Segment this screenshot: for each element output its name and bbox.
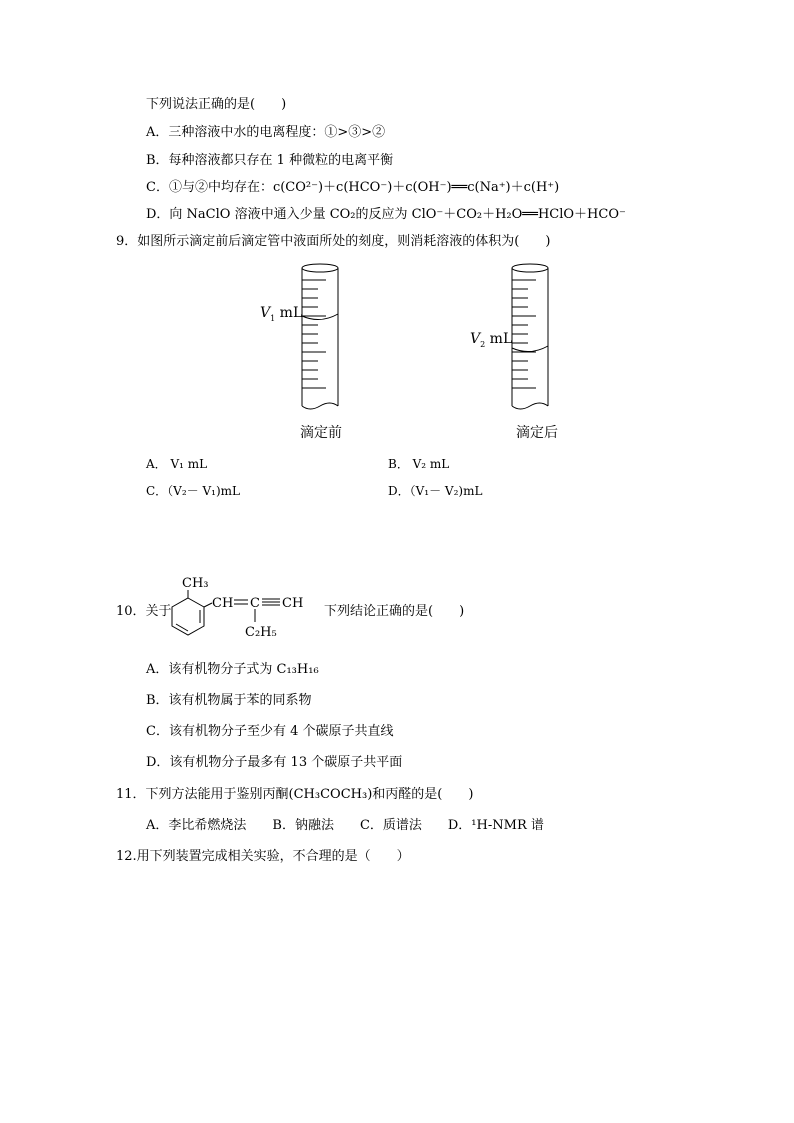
- q9-stem: 9．如图所示滴定前后滴定管中液面所处的刻度，则消耗溶液的体积为( ): [116, 234, 551, 249]
- q12-stem: 12.用下列装置完成相关实验，不合理的是（ ）: [116, 849, 410, 864]
- q10-suffix: 下列结论正确的是( ): [324, 604, 465, 619]
- burette-after-figure: [510, 262, 558, 414]
- q10-prefix: 10．关于: [116, 604, 172, 619]
- q10-option-a: A．该有机物分子式为 C₁₃H₁₆: [146, 662, 319, 677]
- right-caption: 滴定后: [516, 425, 558, 441]
- q9-option-a: A． V₁ mL: [146, 457, 208, 471]
- methyl-label: CH₃: [182, 576, 209, 591]
- q10-option-b: B．该有机物属于苯的同系物: [146, 693, 312, 708]
- q8-option-c: C．①与②中均存在：c(CO²⁻)＋c(HCO⁻)＋c(OH⁻)══c(Na⁺)＋c(H⁺): [146, 180, 560, 195]
- ch-label: CH: [212, 596, 234, 611]
- right-volume-label: $V_2$ mL: [470, 331, 513, 349]
- q11-stem: 11．下列方法能用于鉴别丙酮(CH₃COCH₃)和丙醛的是( ): [116, 787, 474, 802]
- ch-end-label: CH: [282, 596, 304, 611]
- left-volume-label: $V_1$ mL: [260, 305, 303, 323]
- ethyl-label: C₂H₅: [245, 625, 277, 640]
- q8-option-d: D．向 NaClO 溶液中通入少量 CO₂的反应为 ClO⁻＋CO₂＋H₂O══HClO＋HCO⁻: [146, 207, 626, 222]
- q10-option-c: C．该有机物分子至少有 4 个碳原子共直线: [146, 724, 394, 739]
- q8-option-a: A．三种溶液中水的电离程度：①>③>②: [146, 125, 386, 140]
- burette-before-figure: [300, 262, 348, 414]
- left-caption: 滴定前: [300, 425, 342, 441]
- q8-option-b: B．每种溶液都只存在 1 种微粒的电离平衡: [146, 153, 394, 168]
- q9-option-d: D．（V₁－ V₂)mL: [388, 484, 483, 498]
- q11-options: A．李比希燃烧法 B．钠融法 C．质谱法 D．¹H-NMR 谱: [146, 818, 544, 833]
- q9-option-c: C．（V₂－ V₁)mL: [146, 484, 240, 498]
- c-label: C: [250, 596, 260, 611]
- structural-formula: [168, 572, 328, 644]
- q10-option-d: D．该有机物分子最多有 13 个碳原子共平面: [146, 755, 403, 770]
- q8-intro: 下列说法正确的是( ): [146, 97, 287, 112]
- q9-option-b: B． V₂ mL: [388, 457, 450, 471]
